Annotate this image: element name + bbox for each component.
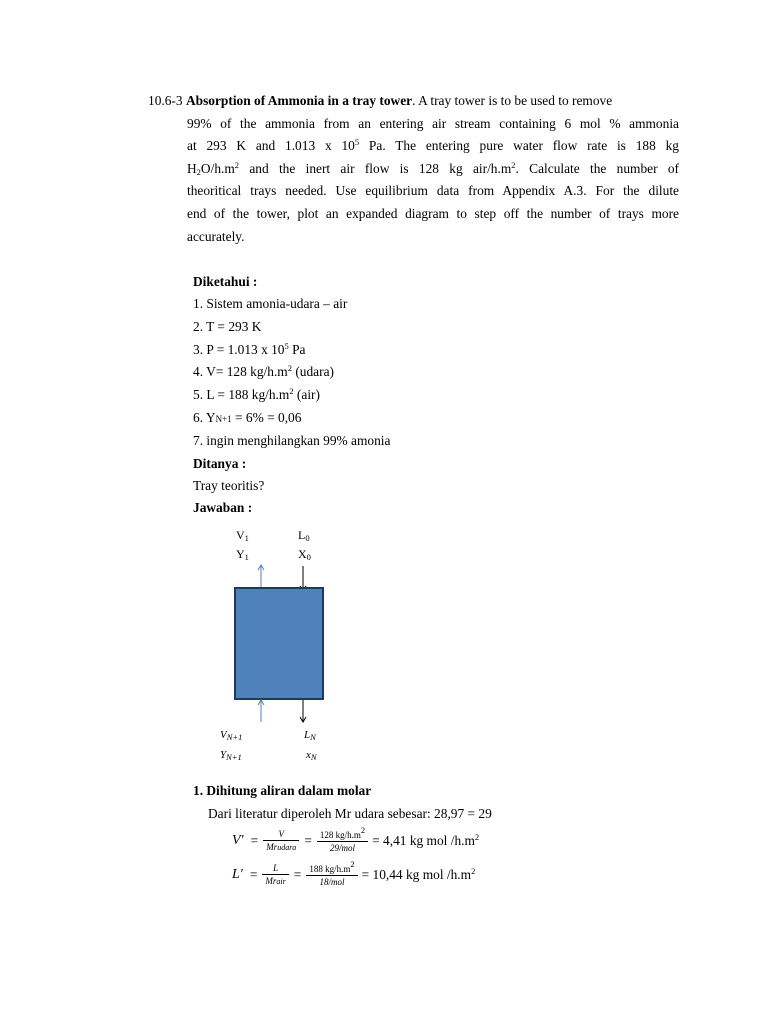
given-item-6: 6. YN+1 = 6% = 0,06 (193, 410, 302, 425)
asked-text: Tray teoritis? (193, 478, 265, 493)
tower-svg (220, 560, 340, 730)
label-yn1: $Y_{N+1}$ (220, 749, 242, 762)
equation-l-prime: L′ = $\frac{L}{\text{Mrair}}$ = $\frac{188 kg/h.m^2}{\text{18/mol}}$ = 10,44 kg mol $/h.m^2$ (232, 858, 476, 887)
given-item-4: 4. V= 128 $kg/h.m^2$ (udara) (193, 363, 334, 379)
problem-line-2: 99% of the ammonia from an entering air stream containing 6 mol % ammonia (187, 116, 679, 131)
problem-title: Absorption of Ammonia in a tray tower (185, 93, 413, 108)
label-xn: $x_N$ (306, 749, 317, 762)
label-x0: $X_0$ (298, 547, 311, 562)
problem-line-4: $H_2O/h.m^2$ and the inert air flow is 128 kg air/$h.m^2$. Calculate the number of (187, 160, 680, 177)
given-item-1: 1. Sistem amonia-udara – air (193, 296, 348, 311)
problem-line-5: theoritical trays needed. Use equilibrium data from Appendix A.3. For the dilute (187, 183, 679, 198)
problem-line-1: 10.6-3 Absorption of Ammonia in a tray tower. A tray tower is to be used to remove (148, 93, 613, 108)
given-item-2: 2. T = 293 K (193, 319, 262, 334)
problem-line-3: at 293 K and 1.013 x $10^5$ Pa. The entering pure water flow rate is 188 kg (187, 137, 679, 153)
label-v1: $V_1$ (236, 528, 249, 543)
tower-body (235, 588, 323, 699)
label-ln: $L_N$ (304, 729, 316, 742)
label-l0: $L_0$ (298, 528, 310, 543)
equation-v-prime: V′ = $\frac{V}{\text{Mrudara}}$ = $\frac{128 kg/h.m^2}{\text{29/mol}}$ = 4,41 kg mol $/h.m^2$ (232, 824, 480, 853)
step1-heading: 1. Dihitung aliran dalam molar (193, 783, 372, 798)
given-item-7: 7. ingin menghilangkan 99% amonia (193, 433, 391, 448)
given-heading: Diketahui : (193, 274, 258, 289)
problem-line-7: accurately. (187, 229, 245, 244)
step1-intro: Dari literatur diperoleh Mr udara sebesar: 28,97 = 29 (208, 806, 492, 821)
answer-heading: Jawaban : (193, 500, 253, 515)
asked-heading: Ditanya : (193, 456, 247, 471)
label-vn1: $V_{N+1}$ (220, 729, 243, 742)
given-item-3: 3. P = 1.013 x $10^5$ Pa (193, 341, 306, 357)
problem-number: 10.6-3 (148, 93, 183, 108)
label-y1: $Y_1$ (236, 547, 249, 562)
given-item-5: 5. L = 188 $kg/h.m^2$ (air) (193, 386, 320, 402)
problem-line-6: end of the tower, plot an expanded diagram to step off the number of trays more (187, 206, 679, 221)
